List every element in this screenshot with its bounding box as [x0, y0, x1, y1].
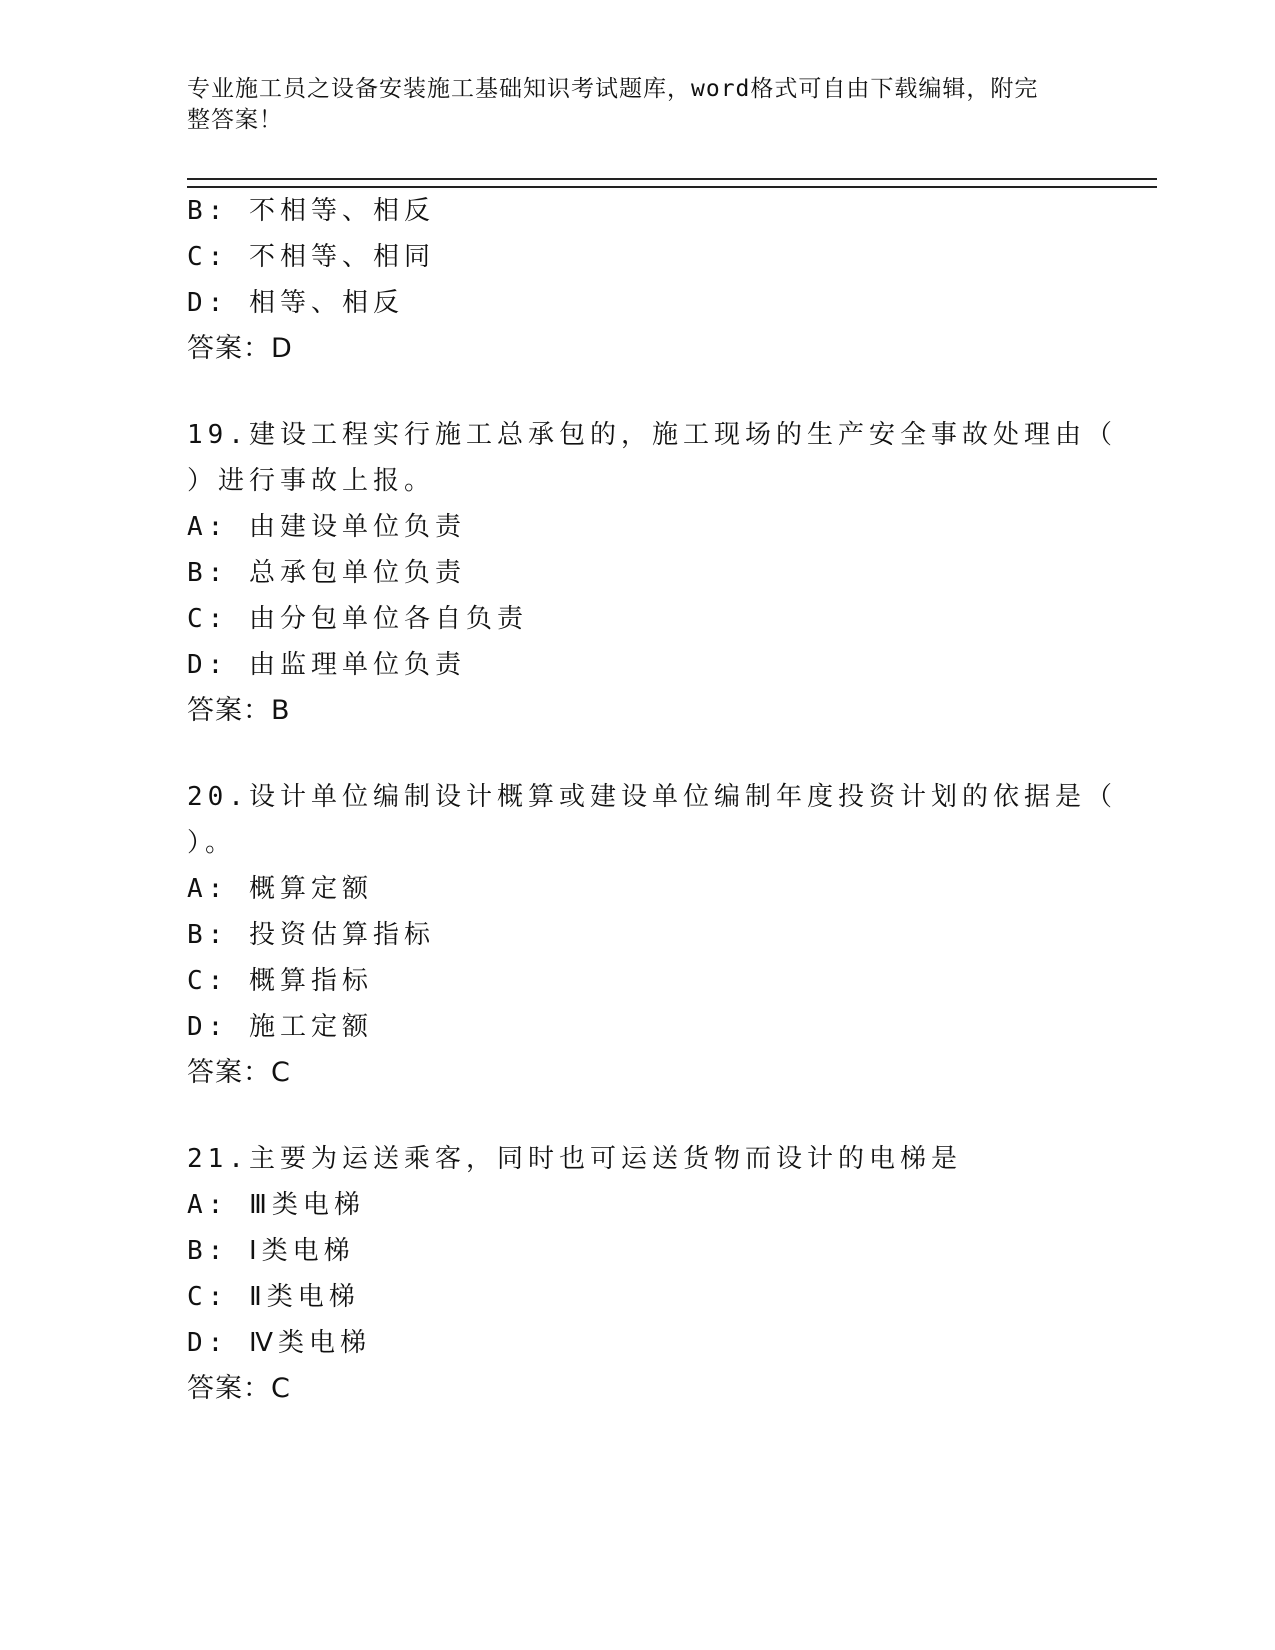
- header-line-2: 整答案！: [187, 107, 283, 133]
- option-a: A: 概算定额: [187, 874, 373, 904]
- option-b: B: 不相等、相反: [187, 196, 435, 226]
- answer-line: 答案：B: [187, 695, 291, 726]
- header-divider: [187, 178, 1157, 188]
- question-stem-line-1: 21.主要为运送乘客，同时也可运送货物而设计的电梯是: [187, 1144, 962, 1174]
- option-b: B: 总承包单位负责: [187, 558, 466, 588]
- option-b: B: 投资估算指标: [187, 920, 435, 950]
- answer-line: 答案：C: [187, 1373, 291, 1404]
- option-c: C: 由分包单位各自负责: [187, 604, 528, 634]
- answer-line: 答案：C: [187, 1057, 291, 1088]
- option-c: C: 概算指标: [187, 966, 373, 996]
- question-stem-line-2: ）。: [187, 828, 237, 858]
- question-stem-line-2: ）进行事故上报。: [187, 466, 436, 496]
- option-d: D: 由监理单位负责: [187, 650, 466, 680]
- question-stem-line-1: 19.建设工程实行施工总承包的，施工现场的生产安全事故处理由（: [187, 420, 1117, 450]
- option-c: C: Ⅱ类电梯: [187, 1282, 360, 1312]
- question-list: [187, 188, 1117, 1412]
- question-block-previous: [187, 188, 1087, 372]
- option-a: A: Ⅲ类电梯: [187, 1190, 365, 1220]
- answer-line: 答案：D: [187, 333, 293, 364]
- document-header: [187, 74, 1087, 136]
- option-a: A: 由建设单位负责: [187, 512, 466, 542]
- option-d: D: Ⅳ类电梯: [187, 1328, 371, 1358]
- option-d: D: 施工定额: [187, 1012, 373, 1042]
- question-20: [187, 774, 1117, 1096]
- question-21: [187, 1136, 1087, 1412]
- option-d: D: 相等、相反: [187, 288, 404, 318]
- option-c: C: 不相等、相同: [187, 242, 435, 272]
- question-stem-line-1: 20.设计单位编制设计概算或建设单位编制年度投资计划的依据是（: [187, 782, 1117, 812]
- question-19: [187, 412, 1117, 734]
- option-b: B: Ⅰ类电梯: [187, 1236, 355, 1266]
- header-line-1: 专业施工员之设备安装施工基础知识考试题库，word格式可自由下载编辑，附完: [187, 76, 1039, 102]
